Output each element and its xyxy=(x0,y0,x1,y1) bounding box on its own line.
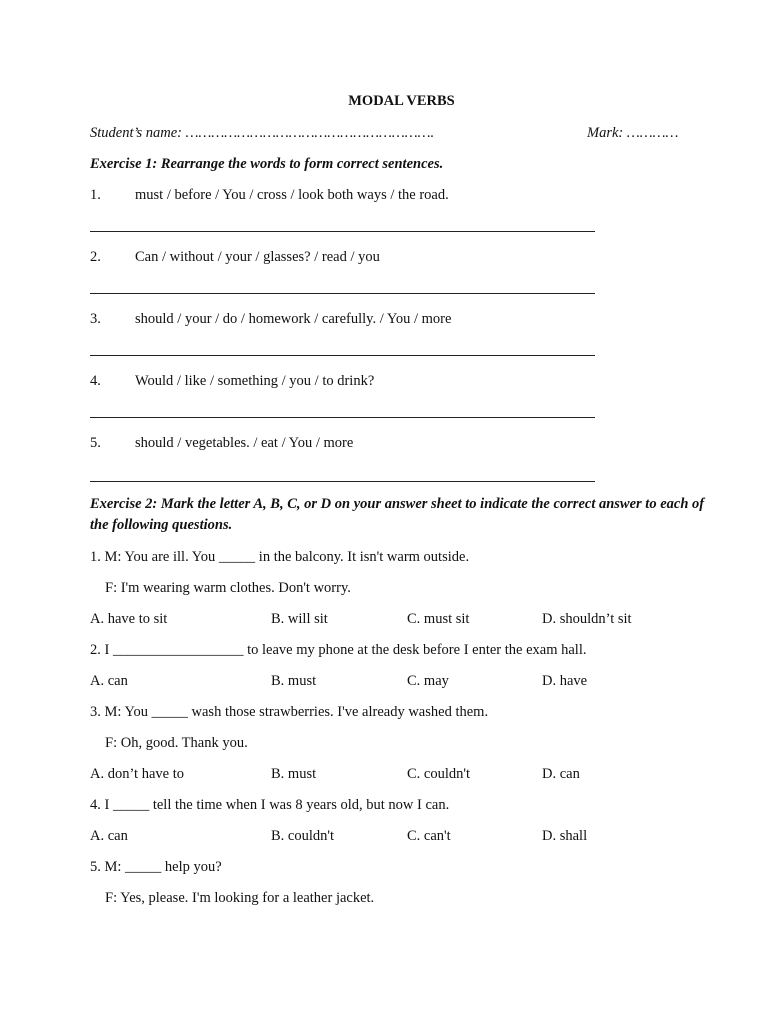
ex1-item-number: 4. xyxy=(90,373,101,389)
page-title: MODAL VERBS xyxy=(348,93,455,109)
question-response: F: Yes, please. I'm looking for a leather jacket. xyxy=(105,890,375,906)
option-a: A. can xyxy=(90,828,128,844)
option-d: D. shouldn’t sit xyxy=(542,611,632,627)
exercise1-heading: Exercise 1: Rearrange the words to form correct sentences. xyxy=(90,156,444,172)
mark-label: Mark: ………… xyxy=(587,125,679,141)
option-d: D. can xyxy=(542,766,580,782)
ex1-item-text: should / vegetables. / eat / You / more xyxy=(135,435,354,451)
ex1-item-text: must / before / You / cross / look both ways / the road. xyxy=(135,187,449,203)
option-b: B. must xyxy=(271,673,317,689)
option-c: C. can't xyxy=(407,828,451,844)
option-a: A. have to sit xyxy=(90,611,168,627)
ex1-item-number: 3. xyxy=(90,311,101,327)
option-d: D. shall xyxy=(542,828,588,844)
ex1-item-number: 5. xyxy=(90,435,101,451)
question-text: 4. I _____ tell the time when I was 8 years old, but now I can. xyxy=(90,797,450,813)
question-response: F: I'm wearing warm clothes. Don't worry. xyxy=(105,580,351,596)
option-a: A. can xyxy=(90,673,128,689)
answer-line xyxy=(90,481,595,482)
option-c: C. may xyxy=(407,673,449,689)
option-c: C. must sit xyxy=(407,611,470,627)
question-text: 5. M: _____ help you? xyxy=(90,859,222,875)
ex1-item-text: Can / without / your / glasses? / read / you xyxy=(135,249,380,265)
answer-line xyxy=(90,355,595,356)
ex1-item-text: should / your / do / homework / carefully. / You / more xyxy=(135,311,452,327)
question-text: 3. M: You _____ wash those strawberries. I've already washed them. xyxy=(90,704,489,720)
option-b: B. couldn't xyxy=(271,828,335,844)
ex1-item-number: 2. xyxy=(90,249,101,265)
answer-line xyxy=(90,293,595,294)
answer-line xyxy=(90,417,595,418)
exercise2-heading: Exercise 2: Mark the letter A, B, C, or D on your answer sheet to indicate the correct answer to each of the following questions. xyxy=(90,496,705,533)
option-a: A. don’t have to xyxy=(90,766,184,782)
option-c: C. couldn't xyxy=(407,766,471,782)
question-text: 2. I __________________ to leave my phone at the desk before I enter the exam hall. xyxy=(90,642,587,658)
option-b: B. will sit xyxy=(271,611,328,627)
question-response: F: Oh, good. Thank you. xyxy=(105,735,248,751)
ex1-item-text: Would / like / something / you / to drink? xyxy=(135,373,375,389)
question-text: 1. M: You are ill. You _____ in the balcony. It isn't warm outside. xyxy=(90,549,470,565)
option-b: B. must xyxy=(271,766,317,782)
ex1-item-number: 1. xyxy=(90,187,101,203)
student-name-label: Student’s name: …………………………………………………. xyxy=(90,125,435,141)
answer-line xyxy=(90,231,595,232)
option-d: D. have xyxy=(542,673,588,689)
